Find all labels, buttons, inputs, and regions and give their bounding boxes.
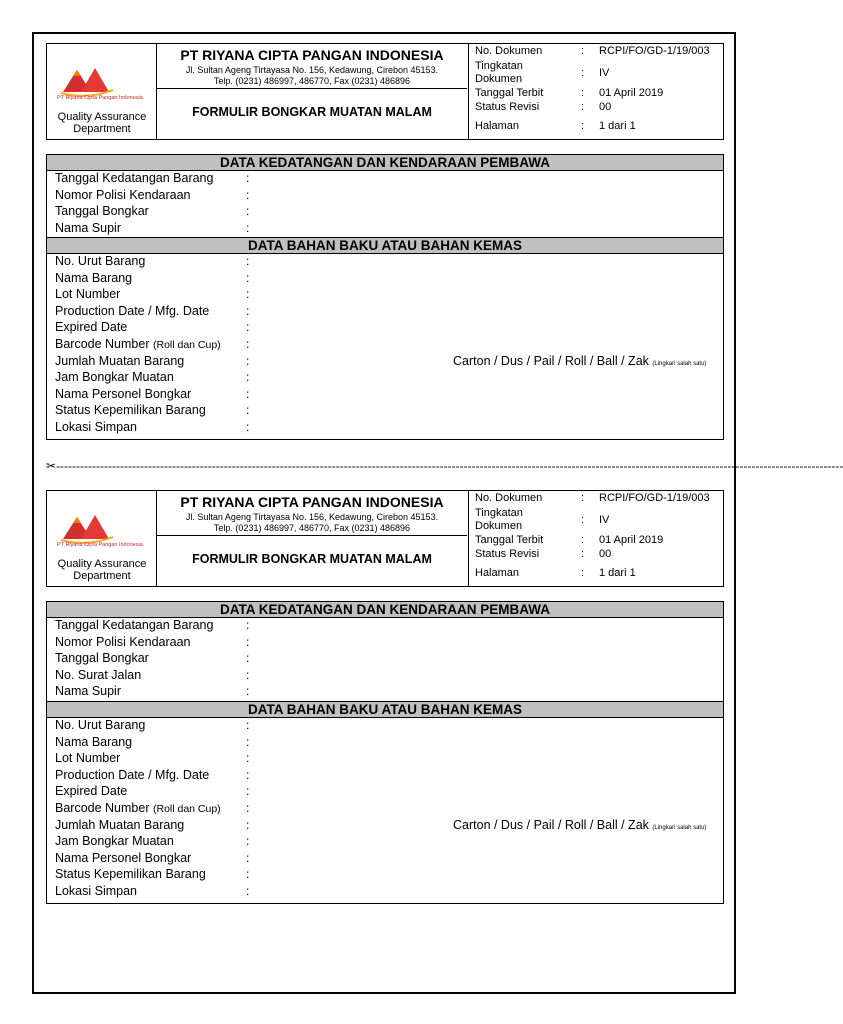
field-colon: : — [246, 818, 250, 832]
field-colon: : — [246, 751, 250, 765]
field-colon: : — [246, 851, 250, 865]
scissors-icon: ✂ — [46, 459, 57, 473]
field-label — [55, 354, 184, 369]
field-colon: : — [246, 618, 250, 632]
field-label — [55, 254, 145, 269]
field-label — [55, 420, 137, 435]
material-fields-box — [46, 717, 724, 904]
address-line-2: Telp. (0231) 486997, 486770, Fax (0231) 486896 — [213, 75, 411, 86]
field-label-text: Jam Bongkar Muatan — [55, 834, 174, 848]
packaging-note: (Lingkari salah satu) — [652, 825, 707, 831]
section-header-arrival: DATA KEDATANGAN DAN KENDARAAN PEMBAWA — [46, 154, 724, 171]
doc-meta-label: No. Dokumen — [475, 492, 543, 504]
company-name: PT RIYANA CIPTA PANGAN INDONESIA — [180, 47, 444, 63]
doc-meta-colon: : — [581, 120, 585, 132]
field-label-text: No. Urut Barang — [55, 718, 146, 732]
form-copy-1 — [46, 43, 724, 440]
department-label — [47, 558, 157, 582]
field-label — [55, 751, 120, 766]
dashed-line: ----------------------------------------------------------------------------------------------------------------------------------------------------------------------------------------------------- — [56, 459, 843, 473]
field-label — [55, 784, 127, 799]
field-label-text: Lokasi Simpan — [55, 420, 137, 434]
field-colon: : — [246, 188, 250, 202]
department-line-1: Quality Assurance — [57, 558, 147, 570]
barcode-note: (Roll dan Cup) — [152, 339, 221, 351]
header-divider — [157, 535, 467, 536]
field-colon: : — [246, 171, 250, 185]
company-name: PT RIYANA CIPTA PANGAN INDONESIA — [180, 494, 444, 510]
packaging-note: (Lingkari salah satu) — [652, 361, 707, 367]
logo-cell — [47, 491, 157, 586]
header-divider — [157, 88, 467, 89]
field-colon: : — [246, 635, 250, 649]
form-copy-2 — [46, 490, 724, 905]
department-line-1: Quality Assurance — [57, 111, 147, 123]
field-label — [55, 337, 221, 353]
doc-meta-colon: : — [581, 534, 585, 546]
field-label-text: Jumlah Muatan Barang — [55, 354, 185, 368]
field-colon: : — [246, 735, 250, 749]
field-colon: : — [246, 768, 250, 782]
doc-meta-colon: : — [581, 101, 585, 113]
company-info-cell — [157, 44, 469, 139]
doc-meta-value: 1 dari 1 — [599, 120, 636, 132]
field-label-text: Expired Date — [55, 320, 128, 334]
field-label-text: Barcode Number — [55, 337, 150, 351]
doc-meta-value: RCPI/FO/GD-1/19/003 — [599, 45, 710, 57]
doc-meta-value: 1 dari 1 — [599, 567, 636, 579]
field-label: Tanggal Bongkar — [55, 651, 149, 665]
field-label-text: Lot Number — [55, 751, 121, 765]
doc-meta-label: Halaman — [475, 567, 520, 579]
barcode-note: (Roll dan Cup) — [152, 803, 221, 815]
address-line-2: Telp. (0231) 486997, 486770, Fax (0231) 486896 — [213, 522, 411, 533]
field-label-text: Status Kepemilikan Barang — [55, 403, 206, 417]
doc-meta-value: 01 April 2019 — [599, 534, 664, 546]
field-label — [55, 851, 191, 866]
field-label-text: Nama Personel Bongkar — [55, 387, 192, 401]
field-colon: : — [246, 651, 250, 665]
logo-company-name: PT Riyana Cipta Pangan Indonesia — [57, 95, 143, 101]
field-label-text: Jumlah Muatan Barang — [55, 818, 185, 832]
field-label: Tanggal Kedatangan Barang — [55, 171, 214, 185]
field-label — [55, 320, 127, 335]
field-colon: : — [246, 801, 250, 815]
field-colon: : — [246, 254, 250, 268]
address-line-1: Jl. Sultan Ageng Tirtayasa No. 156, Kedawung, Cirebon 45153. — [185, 512, 439, 522]
field-colon: : — [246, 867, 250, 881]
company-address — [157, 512, 467, 533]
field-label: Tanggal Bongkar — [55, 204, 149, 218]
field-label — [55, 735, 132, 750]
arrival-fields-box — [46, 617, 724, 702]
doc-meta-colon: : — [581, 87, 585, 99]
section-header-arrival: DATA KEDATANGAN DAN KENDARAAN PEMBAWA — [46, 601, 724, 618]
doc-meta-value: RCPI/FO/GD-1/19/003 — [599, 492, 710, 504]
field-colon: : — [246, 668, 250, 682]
field-label — [55, 834, 174, 849]
doc-meta-value: 00 — [599, 101, 612, 113]
section-header-material: DATA BAHAN BAKU ATAU BAHAN KEMAS — [46, 701, 724, 718]
doc-meta-label: Tanggal Terbit — [475, 87, 544, 99]
form-title: FORMULIR BONGKAR MUATAN MALAM — [192, 552, 432, 566]
field-colon: : — [246, 387, 250, 401]
department-line-2: Department — [73, 570, 131, 582]
doc-meta-label: Tingkatan Dokumen — [475, 507, 523, 532]
field-label — [55, 867, 206, 882]
field-colon: : — [246, 420, 250, 434]
field-colon: : — [246, 784, 250, 798]
doc-meta-colon: : — [581, 514, 585, 526]
field-label-text: Barcode Number — [55, 801, 150, 815]
doc-meta-label: No. Dokumen — [475, 45, 543, 57]
company-logo-icon — [57, 511, 117, 543]
doc-meta-label: Halaman — [475, 120, 520, 132]
field-label — [55, 271, 132, 286]
field-label: Tanggal Kedatangan Barang — [55, 618, 214, 632]
field-label-text: Expired Date — [55, 784, 128, 798]
doc-meta-label: Status Revisi — [475, 101, 540, 113]
section-header-material: DATA BAHAN BAKU ATAU BAHAN KEMAS — [46, 237, 724, 254]
field-colon: : — [246, 354, 250, 368]
logo-company-name: PT Riyana Cipta Pangan Indonesia — [57, 542, 143, 548]
field-label-text: Jam Bongkar Muatan — [55, 370, 174, 384]
field-colon: : — [246, 271, 250, 285]
company-address — [157, 65, 467, 86]
field-label — [55, 718, 145, 733]
field-label — [55, 403, 206, 418]
field-colon: : — [246, 337, 250, 351]
field-colon: : — [246, 834, 250, 848]
field-label-text: Status Kepemilikan Barang — [55, 867, 206, 881]
field-label-text: Lokasi Simpan — [55, 884, 137, 898]
doc-meta-value: IV — [599, 514, 610, 526]
field-label — [55, 884, 137, 899]
form-title: FORMULIR BONGKAR MUATAN MALAM — [192, 105, 432, 119]
field-label: Nama Supir — [55, 221, 121, 235]
company-logo-icon — [57, 64, 117, 96]
doc-meta-value: 01 April 2019 — [599, 87, 664, 99]
document-header — [46, 43, 724, 140]
field-label — [55, 304, 209, 319]
field-label: Nama Supir — [55, 684, 121, 698]
document-header — [46, 490, 724, 587]
field-colon: : — [246, 403, 250, 417]
doc-meta-label: Tingkatan Dokumen — [475, 60, 523, 85]
field-label — [55, 818, 184, 833]
field-label — [55, 801, 221, 817]
field-label — [55, 768, 209, 783]
field-label — [55, 387, 191, 402]
field-colon: : — [246, 204, 250, 218]
doc-meta-label: Tanggal Terbit — [475, 534, 544, 546]
doc-meta-colon: : — [581, 45, 585, 57]
field-label: Nomor Polisi Kendaraan — [55, 635, 191, 649]
cut-line — [46, 457, 843, 475]
field-label — [55, 287, 120, 302]
field-colon: : — [246, 684, 250, 698]
packaging-options — [453, 354, 706, 372]
field-label-text: No. Urut Barang — [55, 254, 146, 268]
field-label-text: Production Date / Mfg. Date — [55, 304, 210, 318]
field-colon: : — [246, 320, 250, 334]
department-label — [47, 111, 157, 135]
field-label-text: Nama Barang — [55, 735, 133, 749]
doc-meta-label: Status Revisi — [475, 548, 540, 560]
address-line-1: Jl. Sultan Ageng Tirtayasa No. 156, Kedawung, Cirebon 45153. — [185, 65, 439, 75]
field-label: Nomor Polisi Kendaraan — [55, 188, 191, 202]
company-info-cell — [157, 491, 469, 586]
doc-meta-colon: : — [581, 548, 585, 560]
packaging-options — [453, 818, 706, 836]
packaging-options-text: Carton / Dus / Pail / Roll / Ball / Zak — [453, 354, 649, 368]
material-fields-box — [46, 253, 724, 440]
department-line-2: Department — [73, 123, 131, 135]
field-colon: : — [246, 304, 250, 318]
arrival-fields-box — [46, 170, 724, 238]
logo-cell — [47, 44, 157, 139]
field-colon: : — [246, 884, 250, 898]
doc-meta-value: IV — [599, 67, 610, 79]
field-colon: : — [246, 718, 250, 732]
field-label-text: Nama Barang — [55, 271, 133, 285]
doc-meta-colon: : — [581, 492, 585, 504]
doc-meta-value: 00 — [599, 548, 612, 560]
field-colon: : — [246, 287, 250, 301]
field-colon: : — [246, 370, 250, 384]
field-label-text: Lot Number — [55, 287, 121, 301]
doc-meta-colon: : — [581, 67, 585, 79]
packaging-options-text: Carton / Dus / Pail / Roll / Ball / Zak — [453, 818, 649, 832]
field-label-text: Production Date / Mfg. Date — [55, 768, 210, 782]
field-label-text: Nama Personel Bongkar — [55, 851, 192, 865]
field-label: No. Surat Jalan — [55, 668, 142, 682]
field-label — [55, 370, 174, 385]
doc-meta-colon: : — [581, 567, 585, 579]
field-colon: : — [246, 221, 250, 235]
